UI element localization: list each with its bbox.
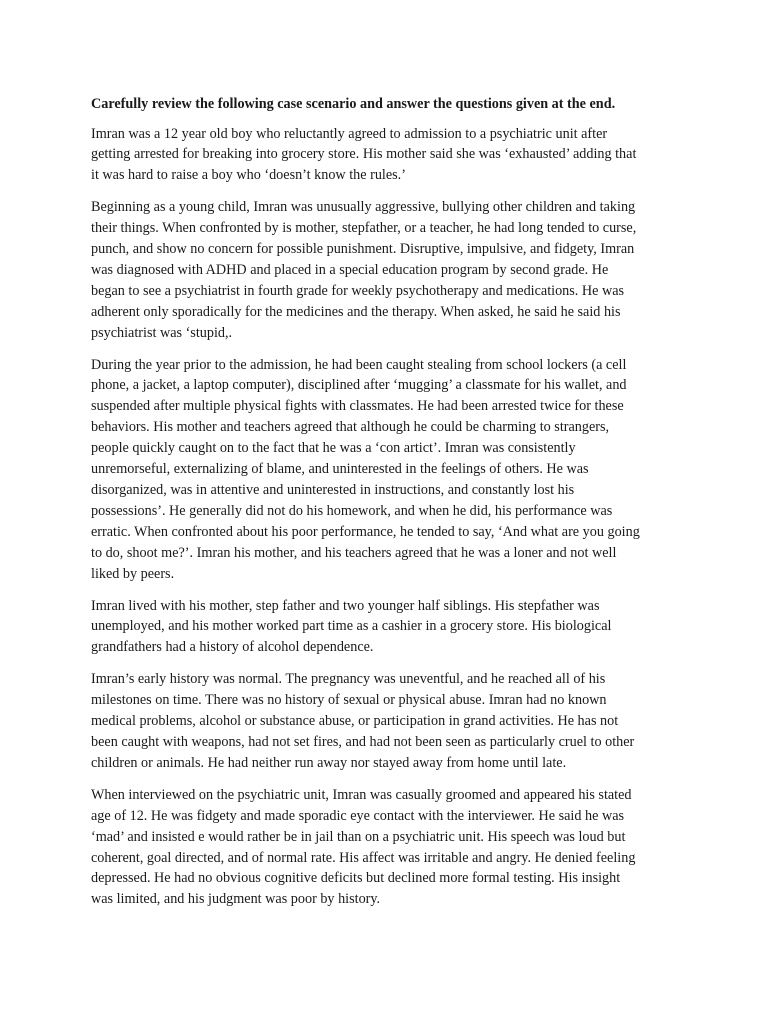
paragraph-line: punch, and show no concern for possible punishment. Disruptive, impulsive, and fidgety, Imran xyxy=(91,241,635,258)
paragraph-2 xyxy=(91,197,681,343)
paragraph-line: psychiatrist was ‘stupid,. xyxy=(91,324,233,341)
paragraph-line: their things. When confronted by is mother, stepfather, or a teacher, he had long tended to curse, xyxy=(91,220,637,237)
paragraph-line: children or animals. He had neither run away nor stayed away from home until late. xyxy=(91,754,567,771)
document-page xyxy=(91,94,681,921)
document-body xyxy=(91,124,681,911)
paragraph-line: ‘mad’ and insisted e would rather be in jail than on a psychiatric unit. His speech was loud but xyxy=(91,828,626,845)
paragraph-line: coherent, goal directed, and of normal rate. His affect was irritable and angry. He denied feeling xyxy=(91,849,636,866)
paragraph-4 xyxy=(91,596,681,659)
paragraph-line: been caught with weapons, had not set fires, and had not been seen as particularly cruel to other xyxy=(91,733,635,750)
paragraph-line: people quickly caught on to the fact that he was a ‘con artict’. Imran was consistently xyxy=(91,440,576,457)
document-heading: Carefully review the following case scenario and answer the questions given at the end. xyxy=(91,96,616,112)
paragraph-line: Imran’s early history was normal. The pregnancy was uneventful, and he reached all of his xyxy=(91,671,606,688)
paragraph-line: liked by peers. xyxy=(91,565,175,582)
paragraph-line: Imran was a 12 year old boy who reluctantly agreed to admission to a psychiatric unit after xyxy=(91,125,608,142)
paragraph-line: getting arrested for breaking into grocery store. His mother said she was ‘exhausted’ adding that xyxy=(91,146,637,163)
paragraph-5 xyxy=(91,669,681,774)
paragraph-line: was diagnosed with ADHD and placed in a special education program by second grade. He xyxy=(91,261,609,278)
paragraph-line: phone, a jacket, a laptop computer), disciplined after ‘mugging’ a classmate for his wallet, and xyxy=(91,377,627,394)
paragraph-line: erratic. When confronted about his poor performance, he tended to say, ‘And what are you going xyxy=(91,523,640,540)
paragraph-line: Imran lived with his mother, step father and two younger half siblings. His stepfather was xyxy=(91,597,600,614)
paragraph-1 xyxy=(91,124,681,187)
paragraph-line: unremorseful, externalizing of blame, and uninterested in the feelings of others. He was xyxy=(91,461,589,478)
paragraph-line: age of 12. He was fidgety and made sporadic eye contact with the interviewer. He said he was xyxy=(91,807,625,824)
paragraph-line: behaviors. His mother and teachers agreed that although he could be charming to strangers, xyxy=(91,419,610,436)
paragraph-line: adherent only sporadically for the medicines and the therapy. When asked, he said he said his xyxy=(91,303,621,320)
paragraph-3 xyxy=(91,355,681,585)
paragraph-line: grandfathers had a history of alcohol dependence. xyxy=(91,639,374,656)
paragraph-line: disorganized, was in attentive and uninterested in instructions, and constantly lost his xyxy=(91,482,575,498)
paragraph-line: unemployed, and his mother worked part time as a cashier in a grocery store. His biological xyxy=(91,618,612,635)
paragraph-line: it was hard to raise a boy who ‘doesn’t know the rules.’ xyxy=(91,167,406,184)
paragraph-line: Beginning as a young child, Imran was unusually aggressive, bullying other children and taking xyxy=(91,199,636,216)
paragraph-6 xyxy=(91,785,681,910)
paragraph-line: to do, shoot me?’. Imran his mother, and his teachers agreed that he was a loner and not well xyxy=(91,544,617,561)
paragraph-line: depressed. He had no obvious cognitive deficits but declined more formal testing. His insight xyxy=(91,870,621,887)
paragraph-line: began to see a psychiatrist in fourth grade for weekly psychotherapy and medications. He was xyxy=(91,282,625,299)
paragraph-line: possessions’. He generally did not do his homework, and when he did, his performance was xyxy=(91,502,613,519)
paragraph-line: When interviewed on the psychiatric unit, Imran was casually groomed and appeared his stated xyxy=(91,786,632,803)
paragraph-line: During the year prior to the admission, he had been caught stealing from school lockers (a cell xyxy=(91,356,627,373)
paragraph-line: suspended after multiple physical fights with classmates. He had been arrested twice for these xyxy=(91,398,624,415)
paragraph-line: medical problems, alcohol or substance abuse, or participation in grand activities. He has not xyxy=(91,713,619,730)
paragraph-line: milestones on time. There was no history of sexual or physical abuse. Imran had no known xyxy=(91,692,607,709)
paragraph-line: was limited, and his judgment was poor by history. xyxy=(91,891,381,908)
